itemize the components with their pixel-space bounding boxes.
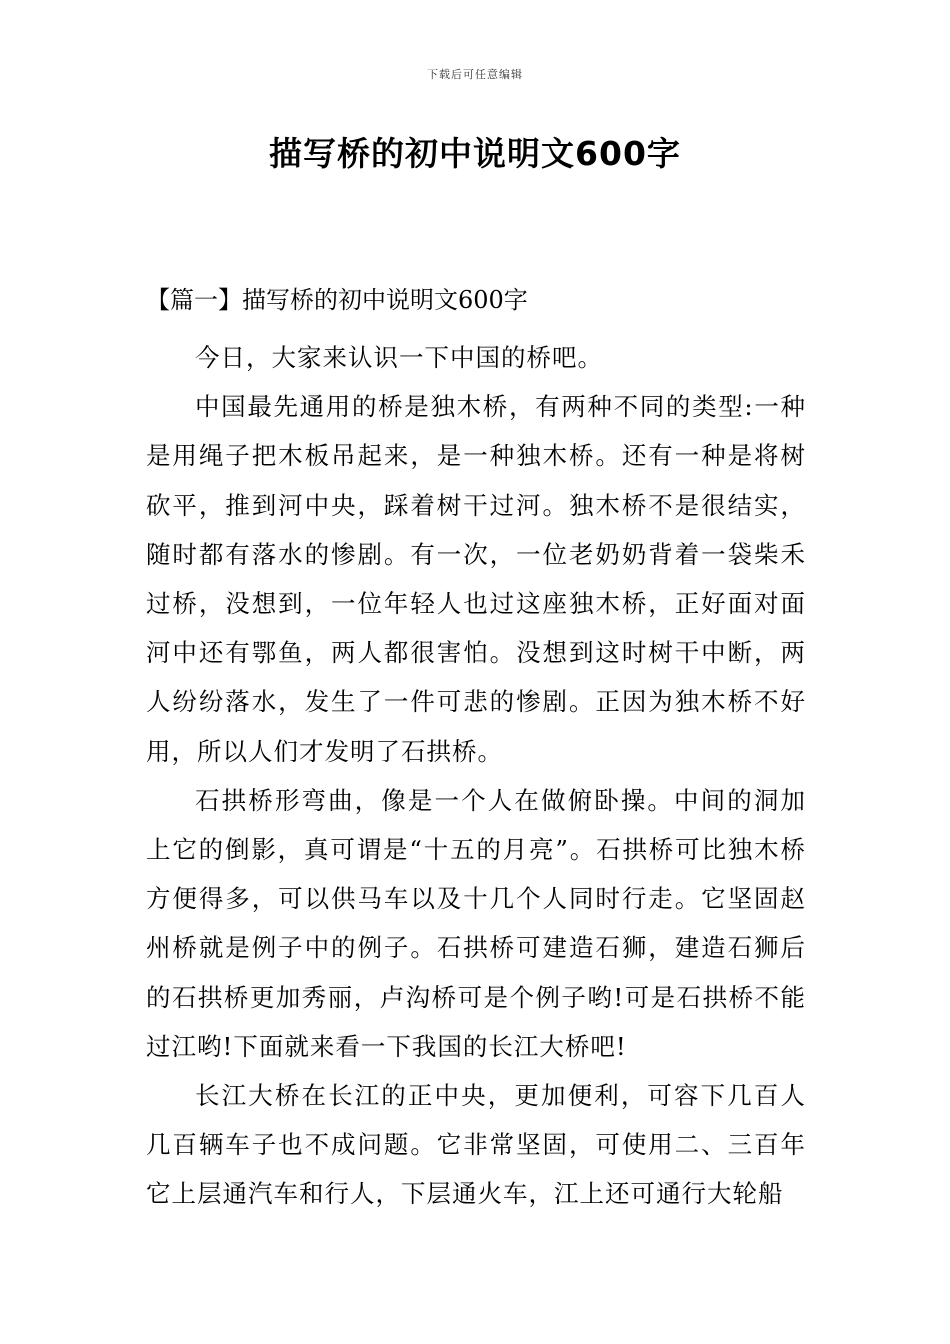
paragraph-yangtze-bridge: 长江大桥在长江的正中央，更加便利，可容下几百人几百辆车子也不成问题。它非常坚固，可使用二、三百年它上层通汽车和行人，下层通火车，江上还可通行大轮船 [146, 1081, 806, 1209]
paragraph-log-bridge: 中国最先通用的桥是独木桥，有两种不同的类型:一种是用绳子把木板吊起来，是一种独木桥。还有一种是将树砍平，推到河中央，踩着树干过河。独木桥不是很结实，随时都有落水的惨剧。有一次，一位老奶奶背着一袋柴禾过桥，没想到，一位年轻人也过这座独木桥，正好面对面河中还有鄂鱼，两人都很害怕。没想到这时树干中断，两人纷纷落水，发生了一件可悲的惨剧。正因为独木桥不好用，所以人们才发明了石拱桥。 [146, 392, 806, 766]
paragraph-stone-arch-bridge: 石拱桥形弯曲，像是一个人在做俯卧操。中间的洞加上它的倒影，真可谓是“十五的月亮”。石拱桥可比独木桥方便得多，可以供马车以及十几个人同时行走。它坚固赵州桥就是例子中的例子。石拱桥可建造石狮，建造石狮后的石拱桥更加秀丽，卢沟桥可是个例子哟!可是石拱桥不能过江哟!下面就来看一下我国的长江大桥吧! [146, 785, 806, 1061]
document-title: 描写桥的初中说明文600字 [269, 134, 681, 173]
body-text [146, 333, 806, 1219]
header-note: 下载后可任意编辑 [427, 68, 523, 81]
paragraph-intro: 今日，大家来认识一下中国的桥吧。 [195, 343, 603, 372]
section-heading: 【篇一】描写桥的初中说明文600字 [146, 286, 528, 314]
